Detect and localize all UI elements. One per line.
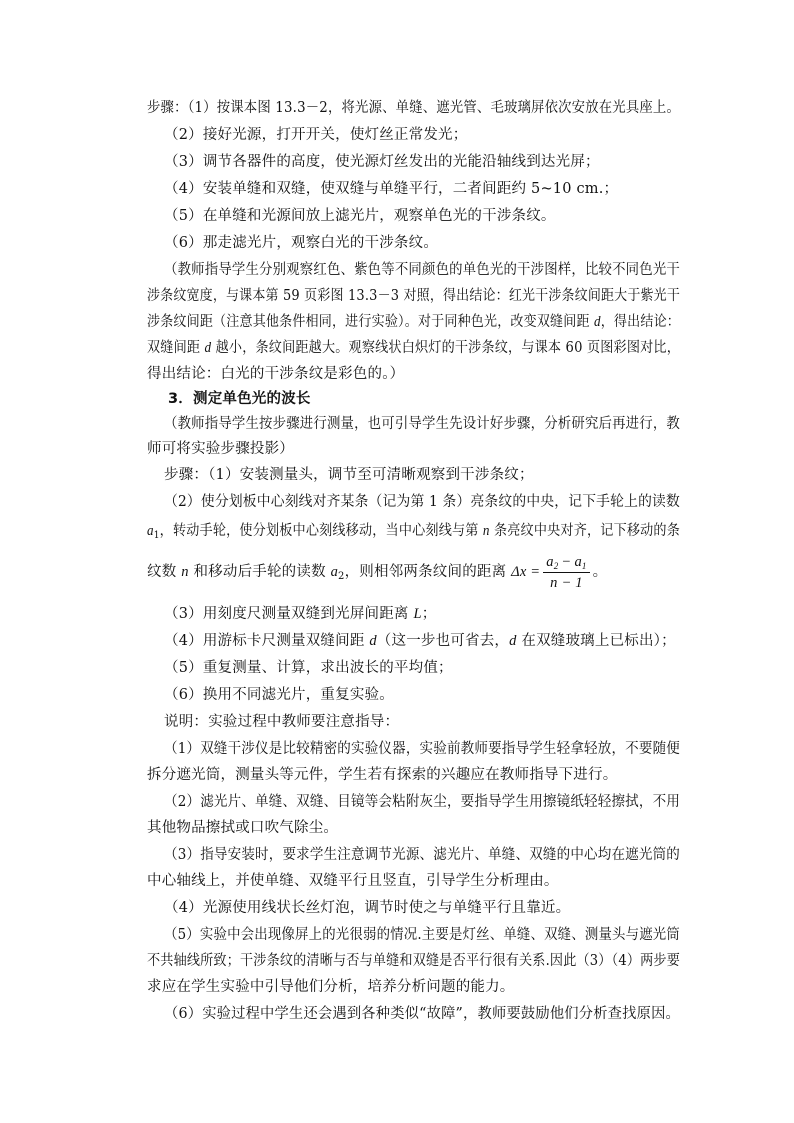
step-text: 和移动后手轮的读数 [188,564,331,580]
explanation-text: （4）光源使用线状长丝灯泡，调节时使之与单缝平行且靠近。 [164,900,571,916]
step-text: ，则相邻两条纹间的距离 [344,564,512,580]
step-line-3 [164,152,600,172]
explanation-p5-line-2 [147,951,680,971]
note-text: ，得出结论： [600,314,680,330]
step-text: 在双缝玻璃上已标出）； [516,633,676,649]
variable-a: a [574,553,582,570]
step-text: （2）接好光源，打开开关，使灯丝正常发光； [164,127,468,143]
intro-text: （教师指导学生按步骤进行测量，也可引导学生先设计好步骤，分析研究后再进行，教 [164,416,680,432]
measure-step-1 [164,465,534,485]
step-line-4 [164,179,618,199]
step-text: 步骤：（1）按课本图 13.3－2，将光源、单缝、遮光管、毛玻璃屏依次安放在光具座上。 [147,100,680,116]
note-text: （教师指导学生分别观察红色、紫色等不同颜色的单色光的干涉图样，比较不同色光干 [164,262,680,278]
explanation-title-text: 说明：实验过程中教师要注意指导： [164,714,400,730]
note-text: 双缝间距 [147,340,205,356]
step-text: 纹数 [147,564,182,580]
note-text: 越小，条纹间距越大。观察线状白炽灯的干涉条纹，与课本 60 页图彩图对比， [211,340,680,356]
explanation-text: （1）双缝干涉仪是比较精密的实验仪器，实验前教师要指导学生轻拿轻放，不要随便 [164,741,680,757]
explanation-p2-line-2 [147,818,338,838]
explanation-text: （3）指导安装时，要求学生注意调节光源、滤光片、单缝、双缝的中心均在遮光筒的 [164,847,680,863]
step-line-1 [147,98,680,118]
step-text: （3）用刻度尺测量双缝到光屏间距离 [164,606,414,622]
subscript: 2 [553,560,559,571]
step-text: （5）在单缝和光源间放上滤光片，观察单色光的干涉条纹。 [164,208,556,224]
fraction [543,553,589,592]
explanation-text: （6）实验过程中学生还会遇到各种类似“故障”，教师要鼓励他们分析查找原因。 [164,1006,680,1022]
step-text: ； [421,606,437,622]
note-line-1 [164,260,680,280]
variable-a: a [546,553,554,570]
explanation-text: 不共轴线所致；干涉条纹的清晰与否与单缝和双缝是否平行很有关系.因此（3）（4）两步要 [147,953,680,969]
subscript: 1 [153,530,160,541]
minus-sign: − [558,553,575,570]
section-heading-text: 3．测定单色光的波长 [168,391,311,407]
measure-step-5 [164,658,453,678]
explanation-text: 拆分遮光筒，测量头等元件，学生若有探索的兴趣应在教师指导下进行。 [147,767,618,783]
explanation-text: 其他物品擦拭或口吹气除尘。 [147,820,339,836]
intro-line-1 [164,414,680,434]
variable-d: d [509,633,517,649]
step-text: 。 [592,564,608,580]
step-text: （6）换用不同滤光片，重复实验。 [164,687,394,703]
explanation-text: 求应在学生实验中引导他们分析，培养分析问题的能力。 [147,979,515,995]
step-line-6 [164,233,438,253]
step-text: （4）安装单缝和双缝，使双缝与单缝平行，二者间距约 5~10 cm.； [164,181,619,197]
step-line-2 [164,125,467,145]
step-text: （3）调节各器件的高度，使光源灯丝发出的光能沿轴线到达光屏； [164,154,600,170]
note-line-2 [147,286,680,306]
variable-d: d [594,314,601,330]
step-text: （这一步也可省去， [376,633,510,649]
explanation-text: 中心轴线上，并使单缝、双缝平行且竖直，引导学生分析理由。 [147,873,559,889]
intro-line-2 [147,439,294,459]
note-text: 涉条纹间距（注意其他条件相同，进行实验）。对于同种色光，改变双缝间距 [147,314,595,330]
step-text: （2）使分划板中心刻线对齐某条（记为第 1 条）亮条纹的中央，记下手轮上的读数 [164,494,680,510]
section-heading [168,389,311,409]
step-text: 步骤：（1）安装测量头，调节至可清晰观察到干涉条纹； [164,467,534,483]
note-line-5 [147,364,404,384]
note-text: 涉条纹宽度，与课本第 59 页彩图 13.3－3 对照，得出结论：红光干涉条纹间距大于紫光干 [147,288,680,304]
step-line-5 [164,206,556,226]
measure-step-4 [164,631,676,651]
variable-d: d [369,633,377,649]
intro-text: 师可将实验步骤投影） [147,441,294,457]
note-line-3 [147,312,680,332]
explanation-p1-line-1 [164,739,680,759]
explanation-p6 [164,1004,680,1024]
explanation-text: （5）实验中会出现像屏上的光很弱的情况.主要是灯丝、单缝、双缝、测量头与遮光筒 [164,927,680,943]
step-text: （5）重复测量、计算，求出波长的平均值； [164,660,453,676]
step-text: 条亮纹中央对齐，记下移动的条 [489,523,680,539]
measure-step-3 [164,604,436,624]
measure-step-2-line-1 [164,492,680,512]
equation-lhs: Δx = [511,564,541,580]
subscript: 2 [338,571,345,582]
step-text: （6）那走滤光片，观察白光的干涉条纹。 [164,235,439,251]
variable-a: a [147,523,154,539]
explanation-p5-line-1 [164,925,680,945]
measure-step-6 [164,685,394,705]
explanation-p4 [164,898,570,918]
explanation-title [164,712,399,732]
explanation-p3-line-2 [147,871,559,891]
step-text: ，转动手轮，使分划板中心刻线移动，当中心刻线与第 [159,523,483,539]
explanation-p5-line-3 [147,977,515,997]
explanation-p1-line-2 [147,765,617,785]
step-text: （4）用游标卡尺测量双缝间距 [164,633,370,649]
explanation-p2-line-1 [164,792,680,812]
fraction-numerator [543,553,589,573]
fraction-denominator: n − 1 [550,574,583,591]
variable-L: L [413,606,422,622]
note-line-4 [147,338,680,358]
explanation-p3-line-1 [164,845,680,865]
note-text: 得出结论：白光的干涉条纹是彩色的。） [147,366,405,382]
variable-n: n [181,564,189,580]
measure-step-2-line-2 [147,521,680,541]
measure-step-2-line-3 [147,552,607,592]
variable-n: n [482,523,490,539]
variable-a: a [330,564,339,580]
variable-d: d [204,340,212,356]
subscript: 1 [581,560,587,571]
explanation-text: （2）滤光片、单缝、双缝、目镜等会粘附灰尘，要指导学生用擦镜纸轻轻擦拭，不用 [164,794,680,810]
